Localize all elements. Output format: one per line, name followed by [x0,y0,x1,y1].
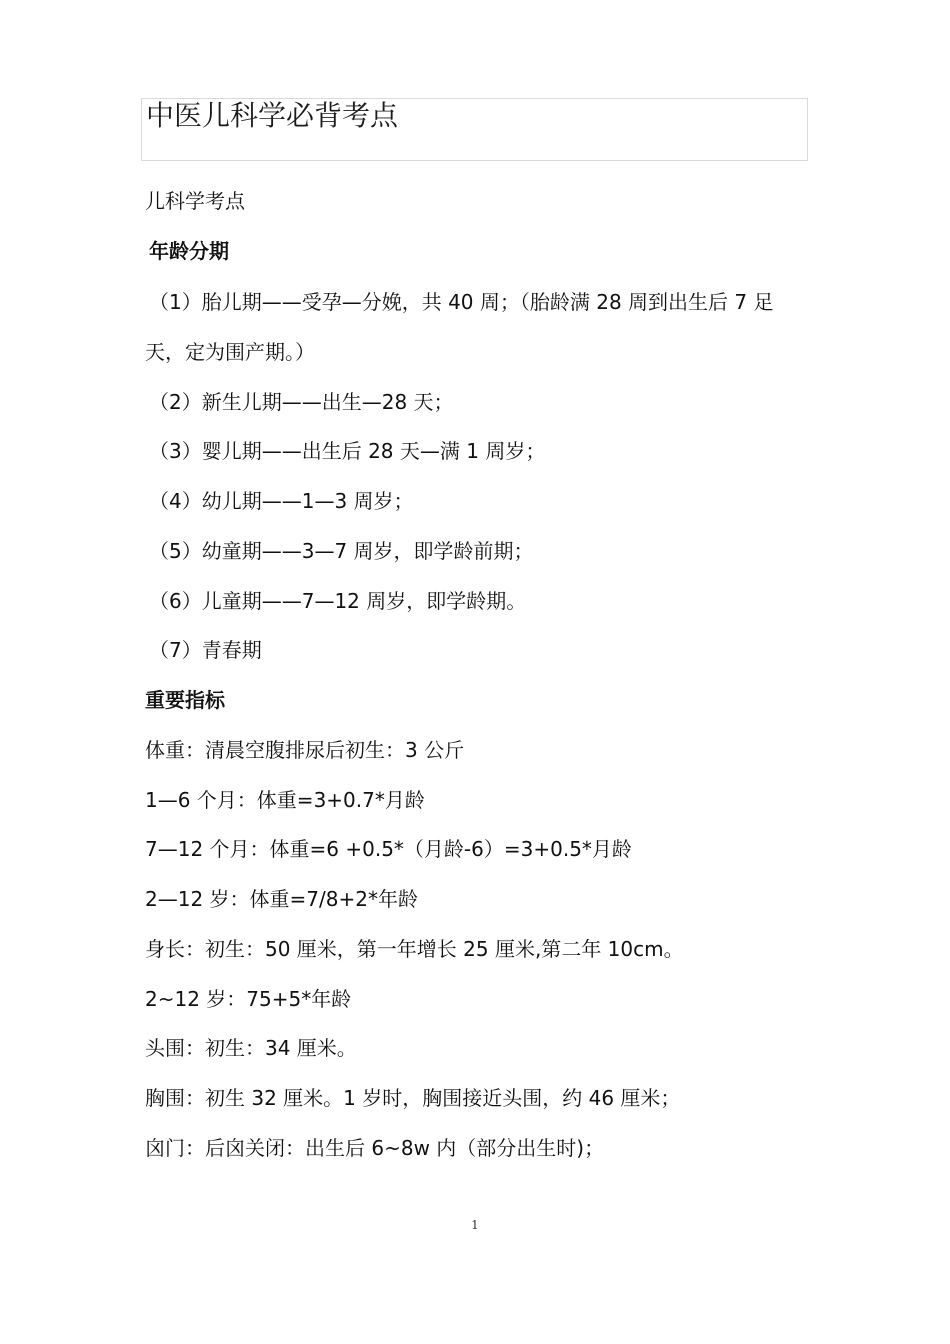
section-heading-age-stages: 年龄分期 [149,239,229,263]
age-stage-line: （1）胎儿期——受孕—分娩，共 40 周；（胎龄满 28 周到出生后 7 足 [149,290,774,314]
indicator-line: 2—12 岁：体重=7/8+2*年龄 [145,887,418,911]
indicator-line: 胸围：初生 32 厘米。1 岁时，胸围接近头围，约 46 厘米； [145,1086,681,1110]
indicator-line: 2~12 岁：75+5*年龄 [145,987,352,1011]
age-stage-line: （3）婴儿期——出生后 28 天—满 1 周岁； [149,439,546,463]
age-stage-line: （7）青春期 [149,638,262,662]
indicator-line: 体重：清晨空腹排尿后初生：3 公斤 [145,738,465,762]
age-stage-line: （6）儿童期——7—12 周岁，即学龄期。 [149,589,527,613]
age-stage-line: 天，定为围产期。） [145,340,315,364]
indicator-line: 身长：初生：50 厘米，第一年增长 25 厘米,第二年 10cm。 [145,937,684,961]
age-stage-line: （4）幼儿期——1—3 周岁； [149,489,414,513]
page-title: 中医儿科学必背考点 [146,99,399,132]
indicator-line: 7—12 个月：体重=6 +0.5*（月龄-6）=3+0.5*月龄 [145,837,632,861]
indicator-line: 1—6 个月：体重=3+0.7*月龄 [145,788,425,812]
indicator-line: 头围：初生：34 厘米。 [145,1036,357,1060]
page-number: 1 [471,1218,479,1232]
title-box [141,98,808,161]
indicator-line: 囟门：后囟关闭：出生后 6~8w 内（部分出生时)； [145,1136,605,1160]
age-stage-line: （5）幼童期——3—7 周岁，即学龄前期； [149,539,534,563]
age-stage-line: （2）新生儿期——出生—28 天； [149,390,454,414]
document-subtitle: 儿科学考点 [145,189,245,213]
section-heading-key-indicators: 重要指标 [145,688,225,712]
